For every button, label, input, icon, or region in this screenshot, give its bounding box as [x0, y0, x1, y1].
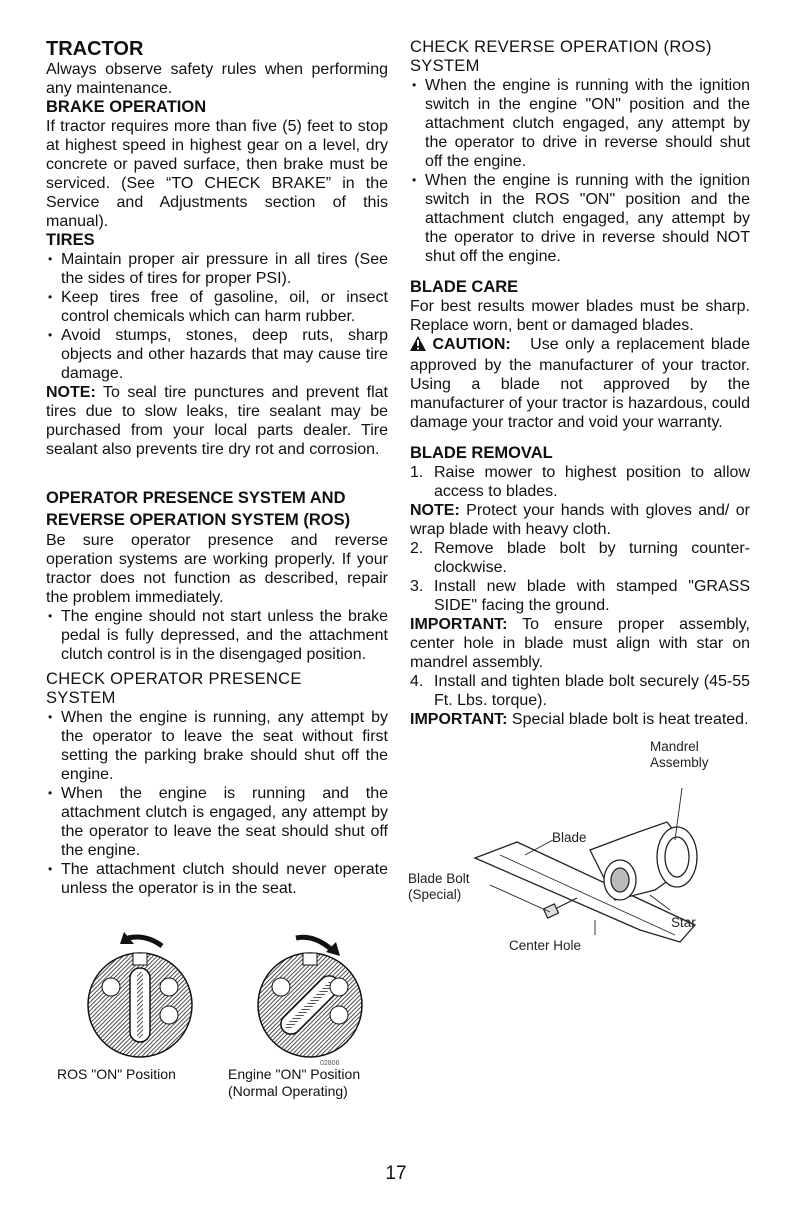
ignition-switch-drawing: [40, 920, 400, 1070]
important-label: IMPORTANT:: [410, 711, 508, 728]
brake-heading: BRAKE OPERATION: [46, 98, 207, 116]
important-2: [410, 710, 750, 729]
engine-caption: Engine "ON" Position (Normal Operating): [228, 1066, 361, 1099]
blade-removal-steps-2: [410, 539, 750, 615]
figure-code: 02806: [320, 1060, 340, 1067]
tires-heading: TIRES: [46, 231, 95, 249]
left-column: [46, 38, 388, 898]
ros-caption: ROS "ON" Position: [57, 1066, 176, 1082]
caution-label: CAUTION:: [432, 336, 511, 353]
list-item: • When the engine is running and the attachment clutch is engaged, any attempt by the operator to leave the seat should shut off the engine.: [46, 784, 388, 860]
list-item: • Maintain proper air pressure in all tires (See the sides of tires for proper PSI).: [46, 250, 388, 288]
blade-bolt-label: Blade Bolt (Special): [408, 871, 470, 902]
list-item: • Avoid stumps, stones, deep ruts, sharp objects and other hazards that may cause tire damage.: [46, 326, 388, 383]
ros-switch-icon: [88, 932, 192, 1057]
tractor-heading: TRACTOR: [46, 38, 144, 60]
blade-removal-steps-3: [410, 672, 750, 710]
check-ros-heading: CHECK REVERSE OPERATION (ROS) SYSTEM: [410, 38, 712, 75]
important-1: [410, 615, 750, 672]
ops-text: Be sure operator presence and reverse operation systems are working properly. If your tractor does not function as described, repair the problem immediately.: [46, 532, 388, 606]
warning-triangle-icon: [410, 336, 426, 356]
list-item: 4. Install and tighten blade bolt securely (45-55 Ft. Lbs. torque).: [410, 673, 750, 709]
center-hole-label: Center Hole: [509, 938, 582, 953]
ignition-switch-figures: [40, 920, 400, 1070]
star-label: Star: [671, 915, 696, 930]
note-label: NOTE:: [46, 384, 96, 401]
note-label: NOTE:: [410, 502, 460, 519]
list-item: 2. Remove blade bolt by turning counter-clockwise.: [410, 540, 750, 576]
list-item: 3. Install new blade with stamped "GRASS SIDE" facing the ground.: [410, 578, 750, 614]
blade-removal-steps-1: [410, 463, 750, 501]
blade-diagram: [405, 730, 750, 975]
tractor-intro: Always observe safety rules when performing any maintenance.: [46, 61, 388, 97]
list-item: • The engine should not start unless the brake pedal is fully depressed, and the attachment clutch control is in the disengaged position.: [46, 607, 388, 664]
engine-switch-icon: [258, 937, 362, 1057]
check-ops-heading: CHECK OPERATOR PRESENCE SYSTEM: [46, 670, 302, 707]
tires-list: [46, 250, 388, 383]
page-number: 17: [385, 1163, 407, 1184]
list-item: • Keep tires free of gasoline, oil, or insect control chemicals which can harm rubber.: [46, 288, 388, 326]
blade-removal-heading: BLADE REMOVAL: [410, 444, 553, 462]
check-ros-list: [410, 76, 750, 266]
list-item: • When the engine is running, any attempt by the operator to leave the seat without first setting the parking brake should shut off the engine.: [46, 708, 388, 784]
blade-note: [410, 501, 750, 539]
important-label: IMPORTANT:: [410, 616, 508, 633]
list-item: 1. Raise mower to highest position to allow access to blades.: [410, 464, 750, 500]
caution-paragraph: [410, 335, 750, 432]
important-text: Special blade bolt is heat treated.: [511, 711, 749, 728]
blade-care-text: For best results mower blades must be sharp. Replace worn, bent or damaged blades.: [410, 298, 750, 334]
note-text: To seal tire punctures and prevent flat tires due to slow leaks, tire sealant may be purchased from your local parts dealer. Tire sealant also prevents tire dry rot and corrosion.: [46, 384, 389, 458]
important-text: To ensure proper assembly, center hole in blade must align with star on mandrel assembly.: [410, 616, 750, 671]
list-item: • When the engine is running with the ignition switch in the engine "ON" position and the attachment clutch engaged, any attempt by the operator to drive in reverse should shut off the engine.: [410, 76, 750, 171]
blade-care-heading: BLADE CARE: [410, 278, 519, 296]
ops-heading: OPERATOR PRESENCE SYSTEM AND REVERSE OPERATION SYSTEM (ROS): [46, 489, 351, 529]
caution-text: Use only a replacement blade approved by the manufacturer of your tractor. Using a blade not approved by the manufacturer of your tractor is hazardous, could damage your tractor and void your warranty.: [410, 336, 750, 431]
list-item: • The attachment clutch should never operate unless the operator is in the seat.: [46, 860, 388, 898]
check-ops-list: [46, 708, 388, 898]
note-text: Protect your hands with gloves and/ or wrap blade with heavy cloth.: [410, 502, 750, 538]
list-item: • When the engine is running with the ignition switch in the ROS "ON" position and the attachment clutch engaged, any attempt by the operator to drive in reverse should NOT shut off the engine.: [410, 171, 750, 266]
blade-label: Blade: [552, 830, 587, 845]
ops-list: [46, 607, 388, 664]
brake-text: If tractor requires more than five (5) feet to stop at highest speed in highest gear on a level, dry concrete or paved surface, then brake must be serviced. (See “TO CHECK BRAKE” in the Service and Adjustments section of this manual).: [46, 118, 388, 230]
tires-note: [46, 383, 388, 459]
mandrel-label: Mandrel Assembly: [650, 739, 709, 770]
right-column: [410, 38, 750, 729]
